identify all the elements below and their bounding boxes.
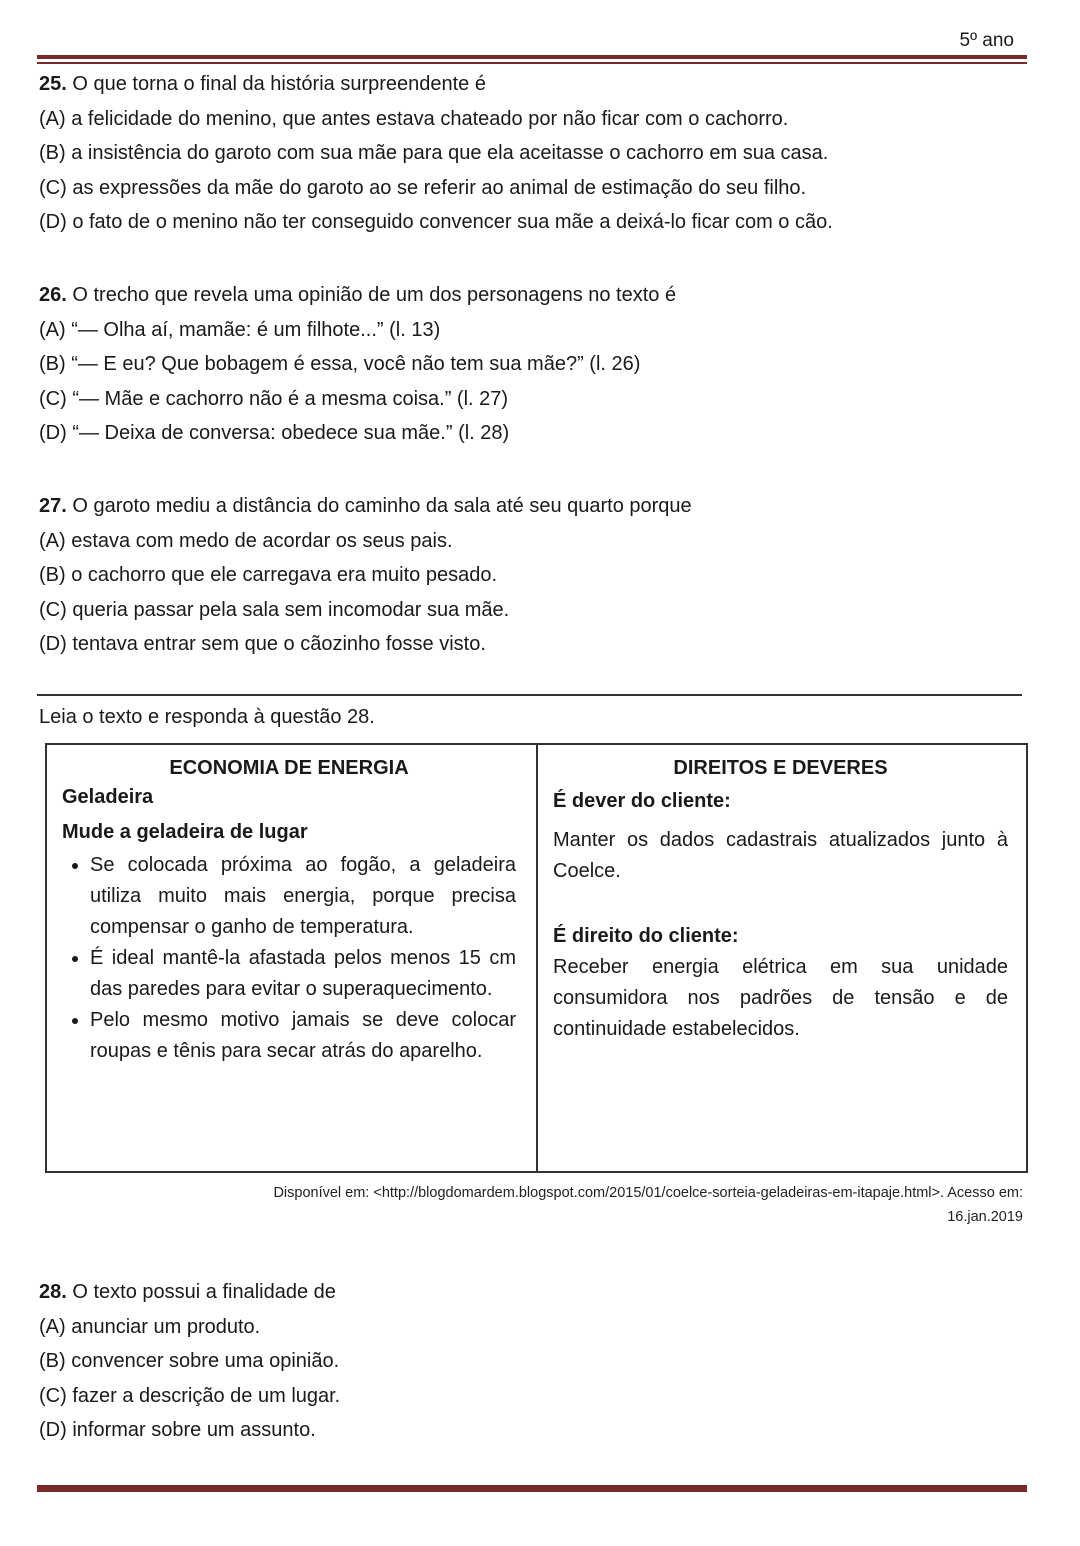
list-item: • Se colocada próxima ao fogão, a geladeira utiliza muito mais energia, porque precisa compensar o ganho de temperatura. bbox=[90, 850, 516, 943]
duty-text: Manter os dados cadastrais atualizados junto à Coelce. bbox=[553, 829, 1008, 882]
header-rule-thin bbox=[37, 62, 1027, 64]
question-text: O texto possui a finalidade de bbox=[72, 1281, 336, 1303]
question-text: O garoto mediu a distância do caminho da sala até seu quarto porque bbox=[72, 495, 692, 517]
option-b: (B) a insistência do garoto com sua mãe para que ela aceitasse o cachorro em sua casa. bbox=[39, 142, 829, 164]
source-url: Disponível em: <http://blogdomardem.blogspot.com/2015/01/coelce-sorteia-geladeiras-em-itapaje.html>. Acesso em: bbox=[273, 1185, 1023, 1201]
source-date: 16.jan.2019 bbox=[947, 1209, 1023, 1225]
question-26 bbox=[39, 278, 676, 451]
reading-intro: Leia o texto e responda à questão 28. bbox=[39, 706, 375, 728]
energy-economy-column bbox=[47, 745, 538, 1171]
question-stem bbox=[39, 1275, 340, 1310]
header-rule bbox=[37, 55, 1027, 59]
option-a: (A) anunciar um produto. bbox=[39, 1315, 261, 1338]
option-d: (D) tentava entrar sem que o cãozinho fosse visto. bbox=[39, 633, 486, 655]
source-citation bbox=[45, 1181, 1023, 1229]
option-d: (D) o fato de o menino não ter conseguido convencer sua mãe a deixá-lo ficar com o cão. bbox=[39, 211, 833, 233]
question-stem bbox=[39, 489, 692, 524]
footer-rule bbox=[37, 1485, 1027, 1492]
question-25 bbox=[39, 67, 833, 240]
option-b: (B) “— E eu? Que bobagem é essa, você não tem sua mãe?” (l. 26) bbox=[39, 353, 641, 375]
question-text: O que torna o final da história surpreendente é bbox=[72, 73, 486, 95]
section-heading: Mude a geladeira de lugar bbox=[62, 821, 308, 843]
question-28 bbox=[39, 1275, 340, 1448]
question-number: 26. bbox=[39, 284, 67, 306]
question-number: 28. bbox=[39, 1281, 67, 1303]
tips-list bbox=[62, 850, 516, 1067]
rights-duties-column bbox=[538, 745, 1026, 1171]
grade-label: 5º ano bbox=[959, 30, 1014, 51]
column-title: ECONOMIA DE ENERGIA bbox=[169, 757, 409, 779]
reading-text-box bbox=[45, 743, 1028, 1173]
column-subtitle: Geladeira bbox=[62, 786, 154, 808]
option-b: (B) convencer sobre uma opinião. bbox=[39, 1350, 340, 1372]
question-number: 27. bbox=[39, 495, 67, 517]
column-title: DIREITOS E DEVERES bbox=[673, 757, 888, 779]
option-a: (A) “— Olha aí, mamãe: é um filhote...” (l. 13) bbox=[39, 318, 441, 341]
option-a: (A) estava com medo de acordar os seus pais. bbox=[39, 529, 453, 552]
question-number: 25. bbox=[39, 73, 67, 95]
question-stem bbox=[39, 278, 676, 313]
option-b: (B) o cachorro que ele carregava era muito pesado. bbox=[39, 564, 498, 586]
question-stem bbox=[39, 67, 833, 102]
right-label: É direito do cliente: bbox=[553, 925, 739, 947]
duty-label: É dever do cliente: bbox=[553, 790, 731, 812]
option-c: (C) as expressões da mãe do garoto ao se referir ao animal de estimação do seu filho. bbox=[39, 176, 807, 199]
list-item: • É ideal mantê-la afastada pelos menos 15 cm das paredes para evitar o superaquecimento. bbox=[90, 943, 516, 1005]
option-c: (C) queria passar pela sala sem incomodar sua mãe. bbox=[39, 598, 510, 621]
option-c: (C) “— Mãe e cachorro não é a mesma coisa.” (l. 27) bbox=[39, 387, 509, 410]
option-d: (D) “— Deixa de conversa: obedece sua mãe.” (l. 28) bbox=[39, 422, 510, 444]
question-27 bbox=[39, 489, 692, 662]
option-c: (C) fazer a descrição de um lugar. bbox=[39, 1384, 341, 1407]
question-text: O trecho que revela uma opinião de um dos personagens no texto é bbox=[72, 284, 677, 306]
option-d: (D) informar sobre um assunto. bbox=[39, 1419, 316, 1441]
option-a: (A) a felicidade do menino, que antes estava chateado por não ficar com o cachorro. bbox=[39, 107, 789, 130]
right-text: Receber energia elétrica em sua unidade consumidora nos padrões de tensão e de continuidade estabelecidos. bbox=[553, 956, 1008, 1040]
list-item: • Pelo mesmo motivo jamais se deve colocar roupas e tênis para secar atrás do aparelho. bbox=[90, 1005, 516, 1067]
section-divider bbox=[37, 694, 1022, 696]
